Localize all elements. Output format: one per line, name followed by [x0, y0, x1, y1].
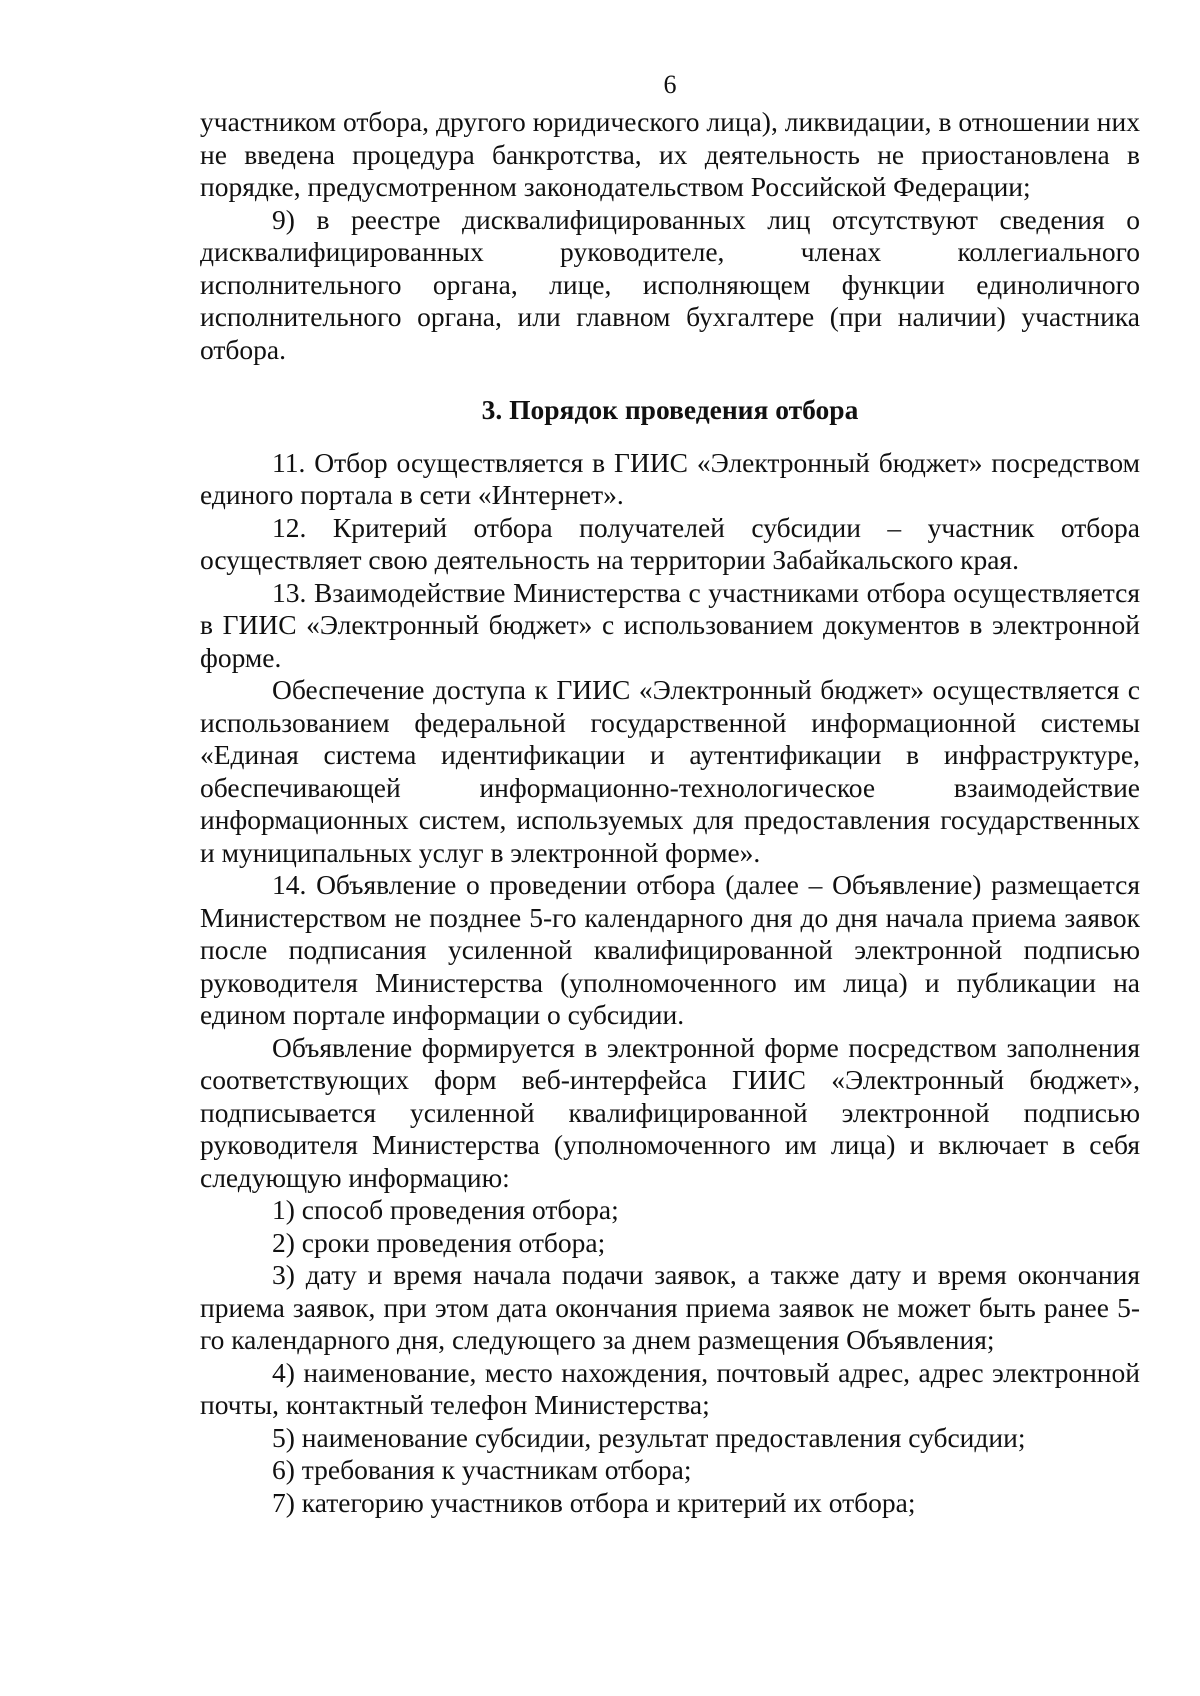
list-item-4: 4) наименование, место нахождения, почтовый адрес, адрес электронной почты, контактный телефон Министерства; [200, 1356, 1140, 1420]
paragraph-item-9: 9) в реестре дисквалифицированных лиц отсутствуют сведения о дисквалифицированных руководителе, членах коллегиального исполнительного органа, лице, исполняющем функции единоличного исполнительного органа, или главном бухгалтере (при наличии) участника отбора. [200, 203, 1140, 365]
list-item-1: 1) способ проведения отбора; [272, 1194, 619, 1225]
list-item-7: 7) категорию участников отбора и критерий их отбора; [272, 1486, 916, 1518]
paragraph-item-12: 12. Критерий отбора получателей субсидии – участник отбора осуществляет свою деятельность на территории Забайкальского края. [200, 511, 1140, 575]
list-item-5: 5) наименование субсидии, результат предоставления субсидии; [272, 1421, 1026, 1453]
document-page [200, 70, 1140, 1519]
paragraph-item-14: 14. Объявление о проведении отбора (далее – Объявление) размещается Министерством не позднее 5-го календарного дня до дня начала приема заявок после подписания усиленной квалифицированной электронной подписью руководителя Министерства (уполномоченного им лица) и публикации на едином портале информации о субсидии. [200, 869, 1140, 1030]
paragraph-announcement: Объявление формируется в электронной форме посредством заполнения соответствующих форм веб-интерфейса ГИИС «Электронный бюджет», подписывается усиленной квалифицированной электронной подписью руководителя Министерства (уполномоченного им лица) и включает в себя следующую информацию: [200, 1031, 1140, 1193]
list-item-2: 2) сроки проведения отбора; [272, 1226, 606, 1258]
list-item-3: 3) дату и время начала подачи заявок, а также дату и время окончания приема заявок, при этом дата окончания приема заявок не может быть ранее 5-го календарного дня, следующего за днем размещения Объявления; [200, 1259, 1140, 1355]
paragraph-access: Обеспечение доступа к ГИИС «Электронный бюджет» осуществляется с использованием федеральной государственной информационной системы «Единая система идентификации и аутентификации в инфраструктуре, обеспечивающей информационно-технологическое взаимодействие информационных систем, используемых для предоставления государственных и муниципальных услуг в электронной форме». [200, 674, 1140, 868]
paragraph-item-13: 13. Взаимодействие Министерства с участниками отбора осуществляется в ГИИС «Электронный бюджет» с использованием документов в электронной форме. [200, 576, 1140, 673]
list-item-6: 6) требования к участникам отбора; [272, 1454, 692, 1485]
section-heading: 3. Порядок проведения отбора [481, 394, 859, 425]
paragraph-item-11: 11. Отбор осуществляется в ГИИС «Электронный бюджет» посредством единого портала в сети «Интернет». [200, 446, 1140, 510]
paragraph-continuation: участником отбора, другого юридического лица), ликвидации, в отношении них не введена процедура банкротства, их деятельность не приостановлена в порядке, предусмотренном законодательством Российской Федерации; [200, 106, 1140, 202]
page-number: 6 [663, 70, 677, 99]
